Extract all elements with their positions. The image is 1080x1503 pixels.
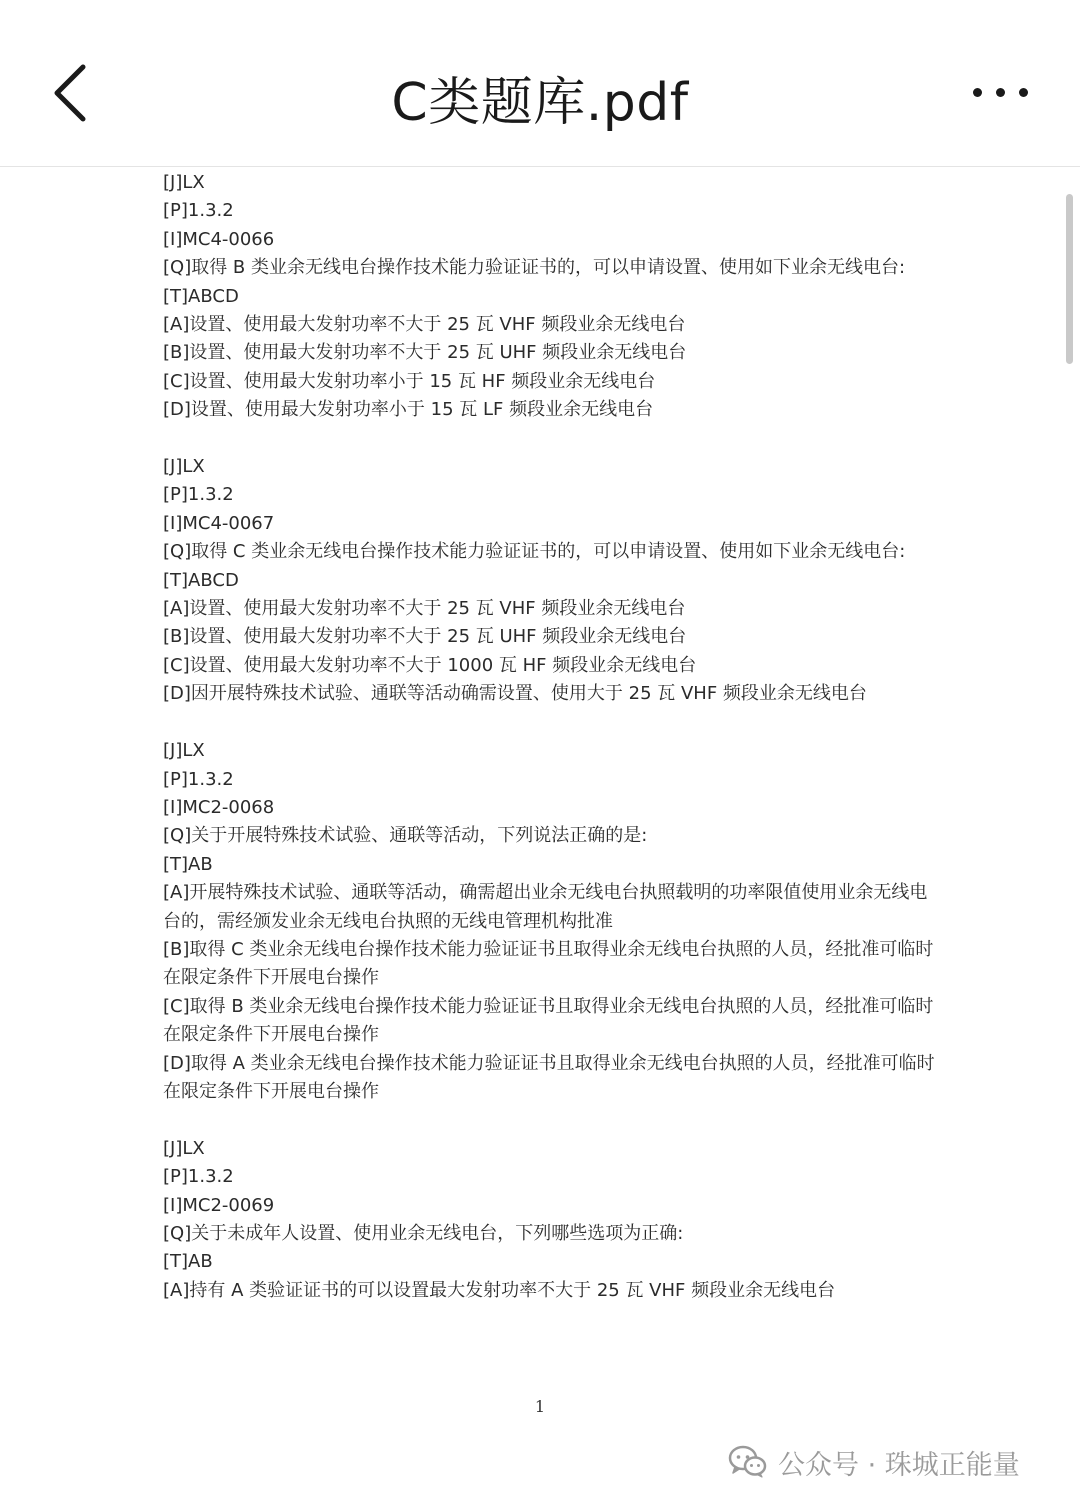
question-entry	[163, 169, 943, 425]
option-d: [D]设置、使用最大发射功率小于 15 瓦 LF 频段业余无线电台	[163, 399, 654, 421]
question-category: [J]LX	[163, 172, 205, 193]
option-a: [A]设置、使用最大发射功率不大于 25 瓦 VHF 频段业余无线电台	[163, 314, 686, 336]
option-b: [B]设置、使用最大发射功率不大于 25 瓦 UHF 频段业余无线电台	[163, 342, 687, 364]
watermark	[728, 1440, 1020, 1484]
question-id: [I]MC4-0066	[163, 228, 275, 250]
question-text: [Q]关于未成年人设置、使用业余无线电台，下列哪些选项为正确:	[163, 1222, 684, 1244]
question-answer: [T]AB	[163, 1251, 213, 1273]
question-id: [I]MC4-0067	[163, 512, 275, 534]
option-c: [C]设置、使用最大发射功率不大于 1000 瓦 HF 频段业余无线电台	[163, 654, 697, 676]
question-text: [Q]关于开展特殊技术试验、通联等活动，下列说法正确的是:	[163, 825, 648, 847]
more-horizontal-icon	[973, 88, 982, 97]
question-id: [I]MC2-0068	[163, 796, 275, 818]
question-entry	[163, 453, 943, 709]
more-options-button[interactable]	[960, 70, 1040, 114]
question-answer: [T]ABCD	[163, 285, 239, 307]
question-answer: [T]ABCD	[163, 569, 239, 591]
wechat-icon	[728, 1445, 768, 1479]
watermark-text: 公众号 · 珠城正能量	[778, 1449, 1020, 1481]
page-number: 1	[534, 1397, 546, 1416]
option-a: [A]设置、使用最大发射功率不大于 25 瓦 VHF 频段业余无线电台	[163, 598, 686, 620]
question-section: [P]1.3.2	[163, 1166, 234, 1188]
scrollbar-thumb[interactable]	[1066, 194, 1073, 364]
option-d: [D]取得 A 类业余无线电台操作技术能力验证证书且取得业余无线电台执照的人员，经批准可临时在限定条件下开展电台操作	[163, 1052, 935, 1102]
question-answer: [T]AB	[163, 853, 213, 875]
question-text: [Q]取得 C 类业余无线电台操作技术能力验证证书的，可以申请设置、使用如下业余无线电台:	[163, 541, 906, 563]
option-c: [C]设置、使用最大发射功率小于 15 瓦 HF 频段业余无线电台	[163, 370, 656, 392]
question-section: [P]1.3.2	[163, 768, 234, 790]
option-a: [A]持有 A 类验证证书的可以设置最大发射功率不大于 25 瓦 VHF 频段业余无线电台	[163, 1279, 836, 1301]
question-id: [I]MC2-0069	[163, 1194, 275, 1216]
top-app-bar	[0, 0, 1080, 167]
question-category: [J]LX	[163, 740, 205, 762]
question-text: [Q]取得 B 类业余无线电台操作技术能力验证证书的，可以申请设置、使用如下业余无线电台:	[163, 257, 906, 279]
option-c: [C]取得 B 类业余无线电台操作技术能力验证证书且取得业余无线电台执照的人员，经批准可临时在限定条件下开展电台操作	[163, 995, 934, 1046]
question-category: [J]LX	[163, 1137, 205, 1159]
more-horizontal-icon	[1019, 88, 1028, 97]
pdf-page-content	[163, 169, 943, 1334]
option-b: [B]设置、使用最大发射功率不大于 25 瓦 UHF 频段业余无线电台	[163, 626, 687, 648]
question-section: [P]1.3.2	[163, 200, 234, 222]
option-d: [D]因开展特殊技术试验、通联等活动确需设置、使用大于 25 瓦 VHF 频段业余无线电台	[163, 683, 867, 705]
option-b: [B]取得 C 类业余无线电台操作技术能力验证证书且取得业余无线电台执照的人员，经批准可临时在限定条件下开展电台操作	[163, 938, 934, 989]
option-a: [A]开展特殊技术试验、通联等活动，确需超出业余无线电台执照载明的功率限值使用业余无线电台的，需经颁发业余无线电台执照的无线电管理机构批准	[163, 882, 928, 932]
question-category: [J]LX	[163, 456, 205, 478]
document-title: C类题库.pdf	[391, 73, 689, 133]
question-entry	[163, 1135, 943, 1305]
question-entry	[163, 737, 943, 1106]
question-section: [P]1.3.2	[163, 484, 234, 506]
more-horizontal-icon	[996, 88, 1005, 97]
